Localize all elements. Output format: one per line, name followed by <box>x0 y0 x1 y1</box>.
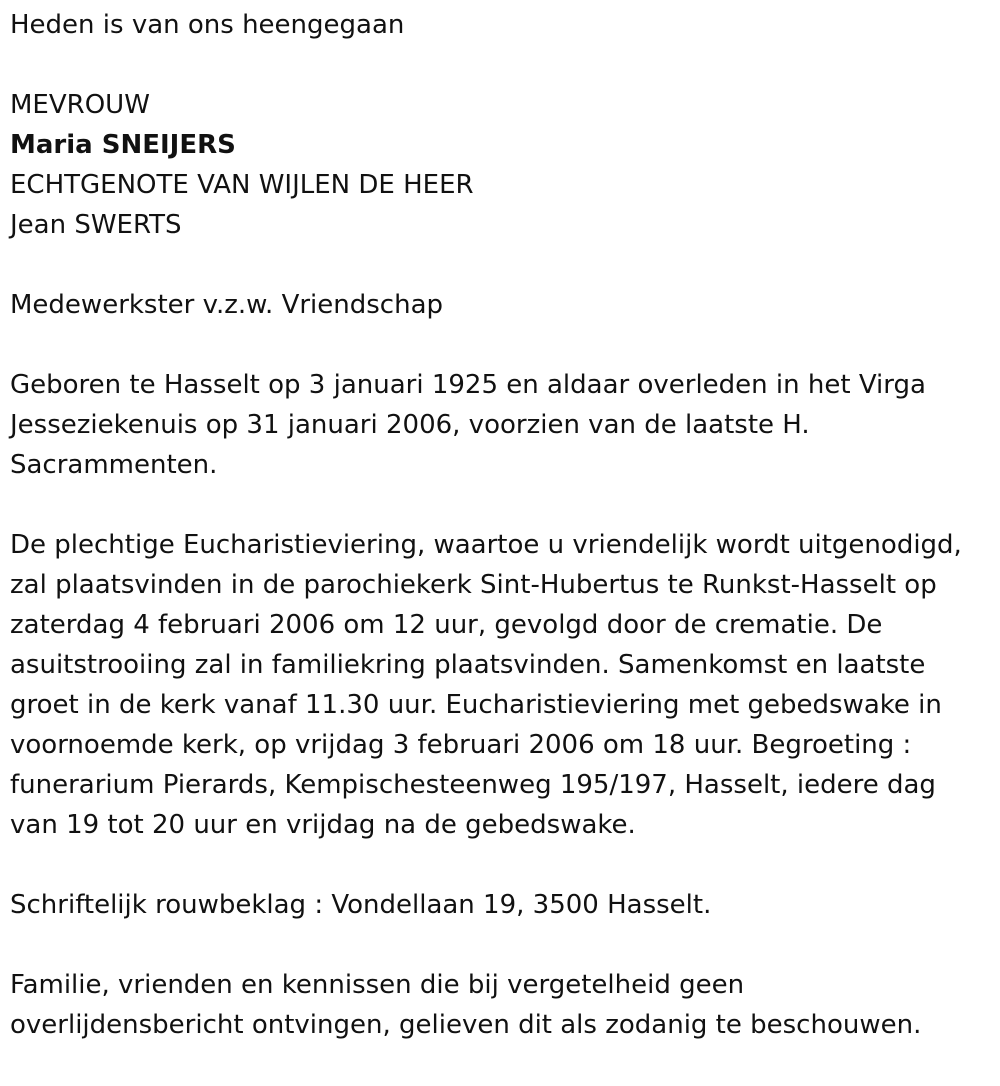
condolence-address: Schriftelijk rouwbeklag : Vondellaan 19, 3500 Hasselt. <box>10 890 712 920</box>
spacer <box>10 845 990 885</box>
occupation-text: Medewerkster v.z.w. Vriendschap <box>10 290 444 320</box>
paragraph-line: zal plaatsvinden in de parochiekerk Sint-Hubertus te Runkst-Hasselt op <box>10 570 937 600</box>
spacer <box>10 325 990 365</box>
paragraph-line: asuitstrooiing zal in familiekring plaatsvinden. Samenkomst en laatste <box>10 650 926 680</box>
paragraph-line: funerarium Pierards, Kempischesteenweg 195/197, Hasselt, iedere dag <box>10 770 936 800</box>
paragraph-line: Geboren te Hasselt op 3 januari 1925 en aldaar overleden in het Virga <box>10 370 926 400</box>
paragraph-line: overlijdensbericht ontvingen, gelieven dit als zodanig te beschouwen. <box>10 1010 922 1040</box>
title-text: MEVROUW <box>10 90 150 120</box>
birth-death-paragraph <box>10 365 990 485</box>
relation-text: ECHTGENOTE VAN WIJLEN DE HEER <box>10 170 474 200</box>
spacer <box>10 45 990 85</box>
paragraph-line: groet in de kerk vanaf 11.30 uur. Eucharistieviering met gebedswake in <box>10 690 942 720</box>
deceased-name: Maria SNEIJERS <box>10 130 236 160</box>
spouse-name: Jean SWERTS <box>10 210 182 240</box>
ceremony-paragraph <box>10 525 990 845</box>
paragraph-line: zaterdag 4 februari 2006 om 12 uur, gevolgd door de crematie. De <box>10 610 883 640</box>
spacer <box>10 485 990 525</box>
intro-text: Heden is van ons heengegaan <box>10 10 405 40</box>
paragraph-line: Jesseziekenuis op 31 januari 2006, voorzien van de laatste H. <box>10 410 810 440</box>
paragraph-line: Sacrammenten. <box>10 450 218 480</box>
spacer <box>10 925 990 965</box>
paragraph-line: van 19 tot 20 uur en vrijdag na de gebedswake. <box>10 810 636 840</box>
paragraph-line: voornoemde kerk, op vrijdag 3 februari 2006 om 18 uur. Begroeting : <box>10 730 912 760</box>
paragraph-line: Familie, vrienden en kennissen die bij vergetelheid geen <box>10 970 745 1000</box>
spacer <box>10 245 990 285</box>
paragraph-line: De plechtige Eucharistieviering, waartoe u vriendelijk wordt uitgenodigd, <box>10 530 962 560</box>
closing-paragraph <box>10 965 990 1045</box>
